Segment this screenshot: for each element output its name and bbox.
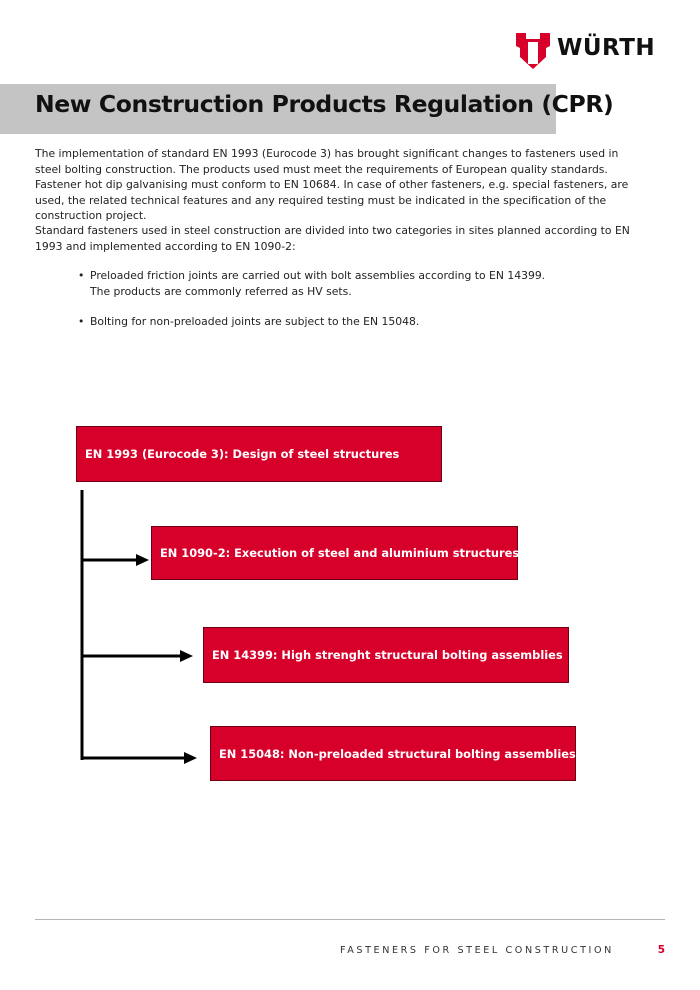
page-title: New Construction Products Regulation (CPR) (35, 90, 614, 118)
standard-box-en1090: EN 1090-2: Execution of steel and aluminium structures (151, 526, 518, 580)
standard-box-en14399: EN 14399: High strenght structural bolting assemblies (203, 627, 569, 683)
arrow-head-icon (180, 650, 193, 662)
category-list (78, 268, 618, 330)
wurth-logo-mark-icon (516, 33, 550, 69)
list-item-line: Bolting for non-preloaded joints are subject to the EN 15048. (90, 315, 420, 328)
footer-divider (35, 919, 665, 920)
standard-box-en1993: EN 1993 (Eurocode 3): Design of steel structures (76, 426, 442, 482)
list-item-line: Preloaded friction joints are carried out with bolt assemblies according to EN 14399. (90, 269, 546, 282)
brand-name: WÜRTH (557, 35, 656, 61)
page-number: 5 (657, 944, 665, 956)
footer-section-title: FASTENERS FOR STEEL CONSTRUCTION (340, 945, 614, 956)
list-item (78, 314, 618, 330)
wurth-logo (516, 33, 666, 69)
intro-paragraph-1: The implementation of standard EN 1993 (Eurocode 3) has brought significant changes to fasteners used in steel bolting construction. The products used must meet the requirements of European quality standards. Fastener hot dip galvanising must conform to EN 10684. In case of other fasteners, e.g. special fasteners, are used, the related technical features and any required testing must be indicated in the specification of the construction project. (35, 147, 629, 222)
arrow-head-icon (184, 752, 197, 764)
list-item-line: The products are commonly referred as HV sets. (90, 284, 352, 298)
intro-paragraph-2: Standard fasteners used in steel construction are divided into two categories in sites planned according to EN 1993 and implemented according to EN 1090-2: (35, 224, 630, 253)
arrow-head-icon (136, 554, 149, 566)
list-item (78, 268, 618, 299)
standard-box-en15048: EN 15048: Non-preloaded structural bolting assemblies (210, 726, 576, 781)
